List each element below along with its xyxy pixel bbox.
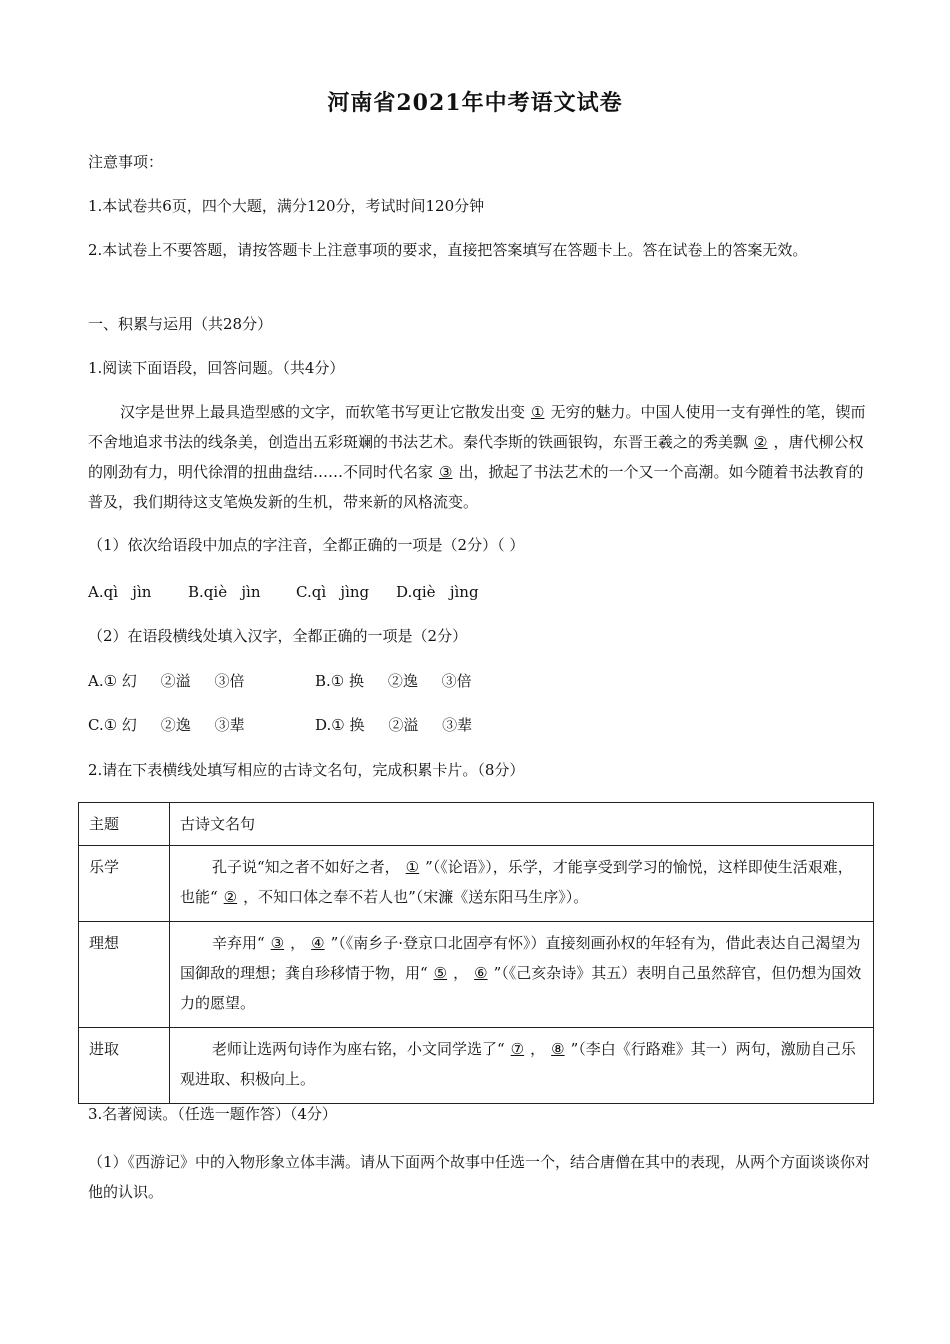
question-1-sub-2-stem: （2）在语段横线处填入汉字，全都正确的一项是（2分）: [88, 627, 468, 645]
question-1-passage: [88, 397, 874, 517]
row-text: ”（《南乡子·登京口北固亭有怀》）直接刻画孙权的年轻有为，借此表达自己渴望为国御敌的理想；龚自珍移情于物，用“: [180, 934, 861, 982]
header-verse: 古诗文名句: [170, 803, 874, 846]
row-text: ”（《论语》），乐学，才能享受到学习的愉悦，这样即使生活艰难，也能“: [180, 858, 853, 906]
blank-2: ②: [223, 888, 238, 906]
row-text: ”（李白《行路难》其一）两句，激励自己乐观进取、积极向上。: [180, 1040, 856, 1088]
row-text: ，: [530, 1040, 546, 1058]
passage-text: 无穷的魅力。中国人使用一支有弹性的笔，锲而不舍地追求书法的线条美，创造出五彩斑斓的书法艺术。秦代李斯的铁画银钩，东晋王羲之的秀美飘: [88, 403, 866, 451]
notice-item-1: 1.本试卷共6页，四个大题，满分120分，考试时间120分钟: [88, 197, 485, 215]
blank-3: ③: [439, 463, 453, 481]
question-2-stem: 2.请在下表横线处填写相应的古诗文名句，完成积累卡片。（8分）: [88, 761, 525, 779]
passage-text: ，唐代柳公权的刚劲有力，明代徐渭的扭曲盘结……不同时代名家: [88, 433, 864, 481]
blank-1: ①: [405, 858, 420, 876]
blank-2: ②: [754, 433, 768, 451]
accumulation-card-table: [78, 802, 874, 1104]
passage-text: 出，掀起了书法艺术的一个又一个高潮。如今随着书法教育的普及，我们期待这支笔焕发新的生机，带来新的风格流变。: [88, 463, 864, 511]
option-c: C.qì jìng: [296, 583, 370, 601]
blank-8: ⑧: [551, 1040, 565, 1058]
passage-text: 汉字是世界上最具造型感的文字，而软笔书写更让它散发出变: [120, 403, 526, 421]
option-a: A.① 幻 ②溢 ③倍: [88, 672, 245, 690]
option-b: B.① 换 ②逸 ③倍: [315, 672, 472, 690]
option-d: D.qiè jìng: [396, 583, 479, 601]
blank-1: ①: [531, 403, 545, 421]
row-text: 孔子说“知之者不如好之者，: [212, 858, 400, 876]
question-1-sub-2-options-row-1: [88, 666, 874, 696]
row-text: 老师让选两句诗作为座右铭，小文同学选了“: [212, 1040, 505, 1058]
header-theme: 主题: [79, 803, 170, 846]
blank-7: ⑦: [510, 1040, 525, 1058]
option-d: D.① 换 ②溢 ③辈: [315, 716, 473, 734]
row-theme: 乐学: [79, 846, 170, 922]
notice-heading: 注意事项：: [88, 153, 164, 171]
section-1-heading: 一、积累与运用（共28分）: [88, 315, 273, 333]
exam-title: 河南省2021年中考语文试卷: [327, 90, 623, 116]
option-a: A.qì jìn: [88, 583, 152, 601]
row-verse: [170, 1028, 874, 1104]
question-1-sub-2-options-row-2: [88, 710, 874, 740]
question-1-sub-1-options: [88, 577, 874, 607]
row-text: ，: [453, 964, 469, 982]
row-theme: 进取: [79, 1028, 170, 1104]
blank-6: ⑥: [474, 964, 488, 982]
table-row: [79, 922, 874, 1028]
row-theme: 理想: [79, 922, 170, 1028]
row-text: ，: [290, 934, 306, 952]
row-text: 辛弃用“: [212, 934, 265, 952]
option-b: B.qiè jìn: [188, 583, 261, 601]
question-3-stem: 3.名著阅读。（任选一题作答）（4分）: [88, 1105, 337, 1123]
table-row: [79, 1028, 874, 1104]
row-verse: [170, 846, 874, 922]
question-1-sub-1-stem: （1）依次给语段中加点的字注音，全都正确的一项是（2分）（ ）: [88, 536, 525, 554]
notice-item-2: 2.本试卷上不要答题，请按答题卡上注意事项的要求，直接把答案填写在答题卡上。答在试卷上的答案无效。: [88, 241, 808, 259]
question-1-stem: 1.阅读下面语段，回答问题。（共4分）: [88, 359, 345, 377]
blank-4: ④: [311, 934, 325, 952]
blank-3: ③: [270, 934, 285, 952]
option-c: C.① 幻 ②逸 ③辈: [88, 716, 245, 734]
table-header-row: [79, 803, 874, 846]
question-3-sub-1: （1）《西游记》中的入物形象立体丰满。请从下面两个故事中任选一个，结合唐僧在其中的表现，从两个方面谈谈你对他的认识。: [88, 1153, 871, 1201]
row-text: ，不知口体之奉不若人也”（宋濂《送东阳马生序》）。: [243, 888, 589, 906]
blank-5: ⑤: [433, 964, 448, 982]
row-verse: [170, 922, 874, 1028]
table-row: [79, 846, 874, 922]
row-text: ”（《己亥杂诗》其五）表明自己虽然辞官，但仍想为国效力的愿望。: [180, 964, 862, 1012]
